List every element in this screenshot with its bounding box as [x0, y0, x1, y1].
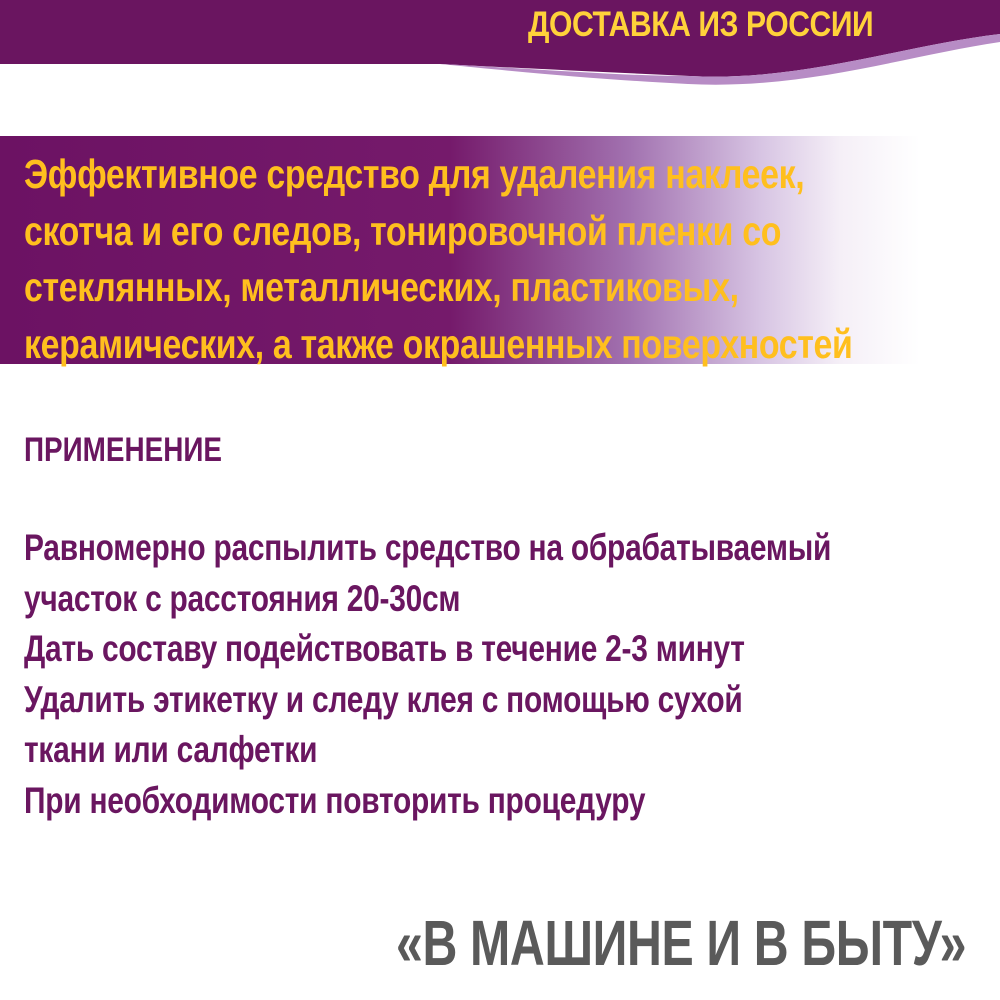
slogan: «В МАШИНЕ И В БЫТУ»: [396, 907, 967, 979]
delivery-label: ДОСТАВКА ИЗ РОССИИ: [528, 5, 874, 44]
usage-instructions: Равномерно распылить средство на обрабатываемый участок с расстояния 20-30см Дать составу подействовать в течение 2-3 минут Удалить этикетку и следу клея с помощью сухой ткани или салфетки При необходимости повторить процедуру: [24, 527, 832, 821]
usage-heading: ПРИМЕНЕНИЕ: [24, 431, 222, 469]
top-banner: [0, 0, 1000, 100]
promo-description: Эффективное средство для удаления наклеек, скотча и его следов, тонировочной пленки со стеклянных, металлических, пластиковых, керамических, а также окрашенных поверхностей: [24, 151, 853, 367]
